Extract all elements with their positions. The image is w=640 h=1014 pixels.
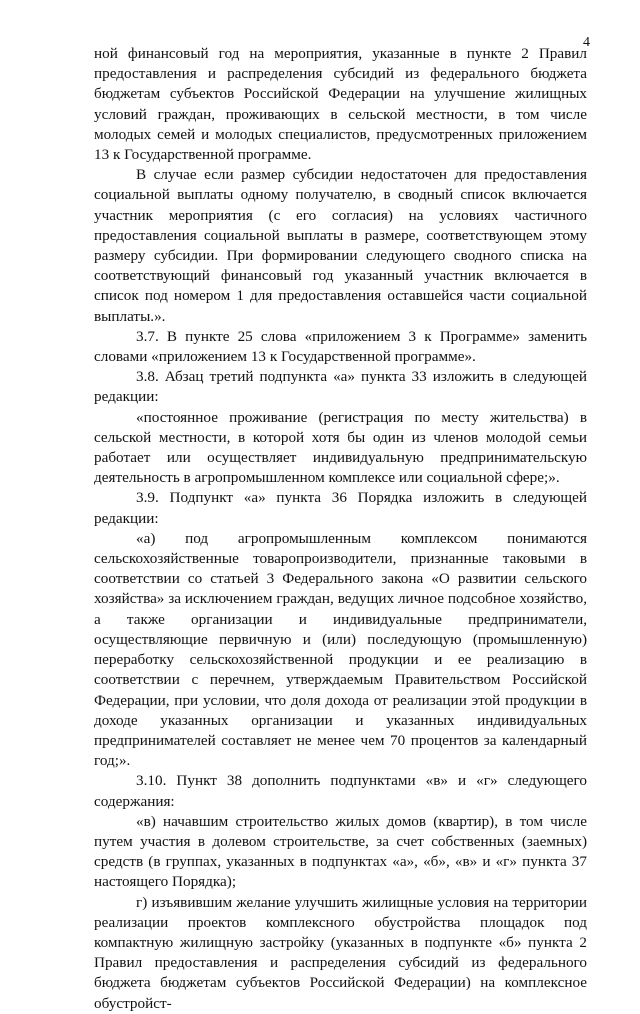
paragraph-subitem-v: «в) начавшим строительство жилых домов (квартир), в том числе путем участия в долевом строительстве, за счет собственных (заемных) средств (в группах, указанных в подпунктах «а», «б», «в» и «г» пункта 37 настоящего Порядка); bbox=[94, 812, 587, 891]
paragraph-subitem-g: г) изъявившим желание улучшить жилищные условия на территории реализации проектов комплексного обустройства площадок под компактную жилищную застройку (указанных в подпункте «б» пункта 2 Правил предоставления и распределения субсидий из федерального бюджета бюджетам субъектов Российской Федерации) на комплексное обустройст- bbox=[94, 893, 587, 1012]
paragraph-item-3-10: 3.10. Пункт 38 дополнить подпунктами «в» и «г» следующего содержания: bbox=[94, 772, 587, 810]
paragraph-quote-agro-complex: «а) под агропромышленным комплексом понимаются сельскохозяйственные товаропроизводители, признанные таковыми в соответствии со статьей 3 Федерального закона «О развитии сельского хозяйства» за исключением граждан, ведущих личное подсобное хозяйство, а также организации и индивидуальные предприниматели, осуществляющие первичную и (или) последующую (промышленную) переработку сельскохозяйственной продукции и ее реализацию в соответствии с перечнем, утверждаемым Правительством Российской Федерации, при условии, что доля дохода от реализации этой продукции в доходе указанных организации и указанных индивидуальных предпринимателей составляет не менее чем 70 процентов за календарный год;». bbox=[94, 529, 587, 770]
paragraph-item-3-7: 3.7. В пункте 25 слова «приложением 3 к Программе» заменить словами «приложением 13 к Государственной программе». bbox=[94, 327, 587, 366]
paragraph-quote-residence: «постоянное проживание (регистрация по месту жительства) в сельской местности, в которой хотя бы один из членов молодой семьи работает или осуществляет индивидуальную предпринимательскую деятельность в агропромышленном комплексе или социальной сфере;». bbox=[94, 408, 587, 487]
document-body bbox=[94, 44, 587, 1014]
page-number: 4 bbox=[583, 35, 590, 50]
paragraph-item-3-9: 3.9. Подпункт «а» пункта 36 Порядка изложить в следующей редакции: bbox=[94, 489, 587, 527]
paragraph-item-3-8: 3.8. Абзац третий подпункта «а» пункта 33 изложить в следующей редакции: bbox=[94, 368, 587, 406]
paragraph-continuation: ной финансовый год на мероприятия, указанные в пункте 2 Правил предоставления и распределения субсидий из федерального бюджета бюджетам субъектов Российской Федерации на улучшение жилищных условий граждан, проживающих в сельской местности, в том числе молодых семей и молодых специалистов, предусмотренных приложением 13 к Государственной программе. bbox=[94, 45, 587, 164]
paragraph-subsidy-insufficient: В случае если размер субсидии недостаточен для предоставления социальной выплаты одному получателю, в сводный список включается участник мероприятия (с его согласия) на условиях частичного предоставления социальной выплаты в размере, соответствующем этому размеру субсидии. При формировании следующего сводного списка на соответствующий финансовый год указанный участник включается в список под номером 1 для предоставления оставшейся части социальной выплаты.». bbox=[94, 166, 587, 325]
